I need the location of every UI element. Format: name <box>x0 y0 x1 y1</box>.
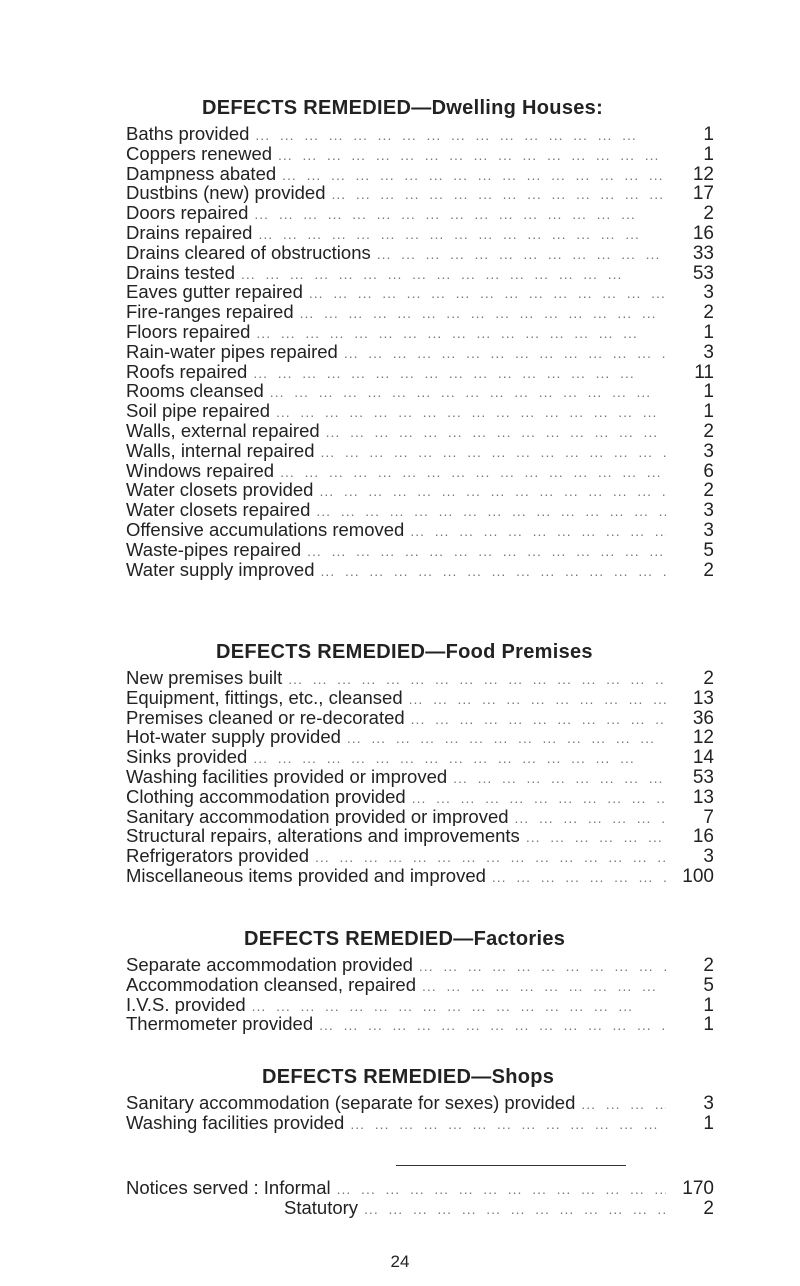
list-item <box>126 362 714 382</box>
item-label: Walls, internal repaired <box>126 441 321 461</box>
item-value: 1 <box>703 124 714 145</box>
item-value: 3 <box>703 282 714 304</box>
item-label: Coppers renewed <box>126 144 278 164</box>
list-item <box>126 461 714 481</box>
item-label: Washing facilities provided or improved <box>126 767 453 787</box>
item-value: 5 <box>703 539 714 561</box>
item-value: 3 <box>703 519 714 541</box>
item-value: 1 <box>703 401 714 423</box>
item-value: 2 <box>703 302 714 324</box>
list-item <box>126 975 714 995</box>
list-item <box>126 144 714 164</box>
leader-dots <box>515 809 666 829</box>
item-label: Floors repaired <box>126 322 256 342</box>
item-label: Clothing accommodation provided <box>126 787 412 807</box>
section-heading-shops: DEFECTS REMEDIED—Shops <box>262 1066 555 1088</box>
item-value: 2 <box>703 420 714 442</box>
item-value: 3 <box>703 846 714 868</box>
list-item <box>126 381 714 401</box>
factories-list <box>126 955 714 1034</box>
leader-dots <box>319 482 666 502</box>
leader-dots <box>331 185 666 205</box>
item-value: 2 <box>703 955 714 976</box>
list-item <box>126 955 714 975</box>
list-item <box>126 520 714 540</box>
divider-rule <box>396 1165 626 1166</box>
item-value: 1 <box>703 321 714 343</box>
leader-dots <box>276 403 666 423</box>
leader-dots <box>278 146 666 166</box>
item-label: Fire-ranges repaired <box>126 302 300 322</box>
leader-dots <box>364 1200 666 1220</box>
list-item <box>126 807 714 827</box>
item-value: 11 <box>694 361 714 383</box>
item-label: Walls, external repaired <box>126 421 326 441</box>
leader-dots <box>280 463 666 483</box>
list-item <box>126 441 714 461</box>
item-value: 13 <box>692 687 714 709</box>
item-label: Washing facilities provided <box>126 1113 350 1133</box>
leader-dots <box>307 542 666 562</box>
item-value: 12 <box>692 163 714 185</box>
list-item <box>126 401 714 421</box>
item-value: 3 <box>703 341 714 363</box>
leader-dots <box>581 1095 666 1115</box>
list-item <box>126 1014 714 1034</box>
item-label: Eaves gutter repaired <box>126 282 309 302</box>
item-label: Drains cleared of obstructions <box>126 243 377 263</box>
list-item <box>126 203 714 223</box>
item-value: 3 <box>703 440 714 462</box>
item-label: Water supply improved <box>126 560 321 580</box>
list-item <box>126 1113 714 1133</box>
notices-statutory-row <box>126 1198 714 1218</box>
list-item <box>126 846 714 866</box>
notices-statutory-label: Statutory <box>126 1198 364 1218</box>
list-item <box>126 480 714 500</box>
list-item <box>126 826 714 846</box>
leader-dots <box>347 729 666 749</box>
list-item <box>126 866 714 886</box>
leader-dots <box>282 166 666 186</box>
item-label: Baths provided <box>126 124 255 144</box>
leader-dots <box>419 957 666 977</box>
item-value: 17 <box>692 183 714 205</box>
notices-statutory-value: 2 <box>703 1197 714 1219</box>
leader-dots <box>300 304 666 324</box>
item-label: Accommodation cleansed, repaired <box>126 975 422 995</box>
leader-dots <box>254 205 666 225</box>
item-value: 6 <box>703 460 714 482</box>
notices-block <box>126 1178 714 1218</box>
item-label: Waste-pipes repaired <box>126 540 307 560</box>
list-item <box>126 688 714 708</box>
list-item <box>126 302 714 322</box>
item-label: Separate accommodation provided <box>126 955 419 975</box>
item-value: 2 <box>703 203 714 225</box>
item-label: Roofs repaired <box>126 362 253 382</box>
item-label: Sanitary accommodation (separate for sexes) provided <box>126 1093 581 1113</box>
leader-dots <box>321 562 667 582</box>
leader-dots <box>321 443 666 463</box>
item-value: 1 <box>703 1014 714 1036</box>
item-value: 1 <box>703 143 714 165</box>
item-value: 13 <box>692 786 714 808</box>
notices-informal-value: 170 <box>682 1178 714 1199</box>
shops-list <box>126 1093 714 1133</box>
leader-dots <box>270 383 666 403</box>
page-number: 24 <box>390 1252 410 1271</box>
item-label: Doors repaired <box>126 203 254 223</box>
item-label: Hot-water supply provided <box>126 727 347 747</box>
item-label: Sinks provided <box>126 747 253 767</box>
item-label: Soil pipe repaired <box>126 401 276 421</box>
list-item <box>126 223 714 243</box>
item-label: Water closets repaired <box>126 500 316 520</box>
dwelling-houses-list <box>126 124 714 579</box>
leader-dots <box>337 1180 666 1200</box>
leader-dots <box>410 522 666 542</box>
list-item <box>126 500 714 520</box>
list-item <box>126 727 714 747</box>
item-label: Rain-water pipes repaired <box>126 342 344 362</box>
item-label: Water closets provided <box>126 480 319 500</box>
list-item <box>126 421 714 441</box>
list-item <box>126 668 714 688</box>
leader-dots <box>409 690 666 710</box>
leader-dots <box>350 1115 666 1135</box>
item-label: Premises cleaned or re-decorated <box>126 708 411 728</box>
notices-informal-row <box>126 1178 714 1198</box>
item-value: 33 <box>692 242 714 264</box>
list-item <box>126 322 714 342</box>
leader-dots <box>253 364 666 384</box>
item-value: 16 <box>692 826 714 848</box>
list-item <box>126 708 714 728</box>
list-item <box>126 124 714 144</box>
list-item <box>126 560 714 580</box>
list-item <box>126 342 714 362</box>
item-label: Drains repaired <box>126 223 258 243</box>
item-value: 1 <box>703 381 714 403</box>
item-label: Windows repaired <box>126 461 280 481</box>
item-label: Miscellaneous items provided and improved <box>126 866 492 886</box>
leader-dots <box>526 828 666 848</box>
item-value: 53 <box>692 766 714 788</box>
list-item <box>126 263 714 283</box>
item-label: Rooms cleansed <box>126 381 270 401</box>
item-value: 1 <box>703 1112 714 1134</box>
leader-dots <box>255 126 666 146</box>
list-item <box>126 747 714 767</box>
item-label: Thermometer provided <box>126 1014 319 1034</box>
item-value: 36 <box>692 707 714 729</box>
leader-dots <box>492 868 666 888</box>
leader-dots <box>453 769 666 789</box>
notices-informal-label: Informal <box>263 1177 331 1198</box>
leader-dots <box>344 344 666 364</box>
item-value: 3 <box>703 1093 714 1114</box>
list-item <box>126 540 714 560</box>
leader-dots <box>411 710 666 730</box>
item-value: 2 <box>703 480 714 502</box>
list-item <box>126 183 714 203</box>
item-value: 2 <box>703 668 714 689</box>
item-value: 12 <box>692 727 714 749</box>
item-label: New premises built <box>126 668 288 688</box>
leader-dots <box>326 423 666 443</box>
item-label: Dampness abated <box>126 164 282 184</box>
item-value: 14 <box>692 747 714 769</box>
item-label: Offensive accumulations removed <box>126 520 410 540</box>
item-label: Refrigerators provided <box>126 846 315 866</box>
food-premises-list <box>126 668 714 886</box>
section-heading-factories: DEFECTS REMEDIED—Factories <box>244 928 566 950</box>
item-value: 2 <box>703 559 714 581</box>
list-item <box>126 164 714 184</box>
list-item <box>126 995 714 1015</box>
notices-label: Notices served : <box>126 1177 259 1198</box>
item-value: 7 <box>703 806 714 828</box>
item-label: Drains tested <box>126 263 241 283</box>
item-value: 100 <box>682 865 714 887</box>
item-value: 53 <box>692 262 714 284</box>
leader-dots <box>377 245 666 265</box>
list-item <box>126 787 714 807</box>
section-heading-food-premises: DEFECTS REMEDIED—Food Premises <box>216 641 593 663</box>
item-label: Structural repairs, alterations and improvements <box>126 826 526 846</box>
item-label: Equipment, fittings, etc., cleansed <box>126 688 409 708</box>
leader-dots <box>319 1016 666 1036</box>
leader-dots <box>422 977 666 997</box>
item-value: 3 <box>703 500 714 522</box>
list-item <box>126 282 714 302</box>
item-label: Sanitary accommodation provided or improved <box>126 807 515 827</box>
list-item <box>126 1093 714 1113</box>
item-value: 1 <box>703 994 714 1016</box>
leader-dots <box>309 284 666 304</box>
list-item <box>126 243 714 263</box>
item-label: Dustbins (new) provided <box>126 183 331 203</box>
item-label: I.V.S. provided <box>126 995 252 1015</box>
item-value: 5 <box>703 974 714 996</box>
section-heading-dwelling-houses: DEFECTS REMEDIED—Dwelling Houses: <box>202 97 604 119</box>
list-item <box>126 767 714 787</box>
item-value: 16 <box>692 222 714 244</box>
